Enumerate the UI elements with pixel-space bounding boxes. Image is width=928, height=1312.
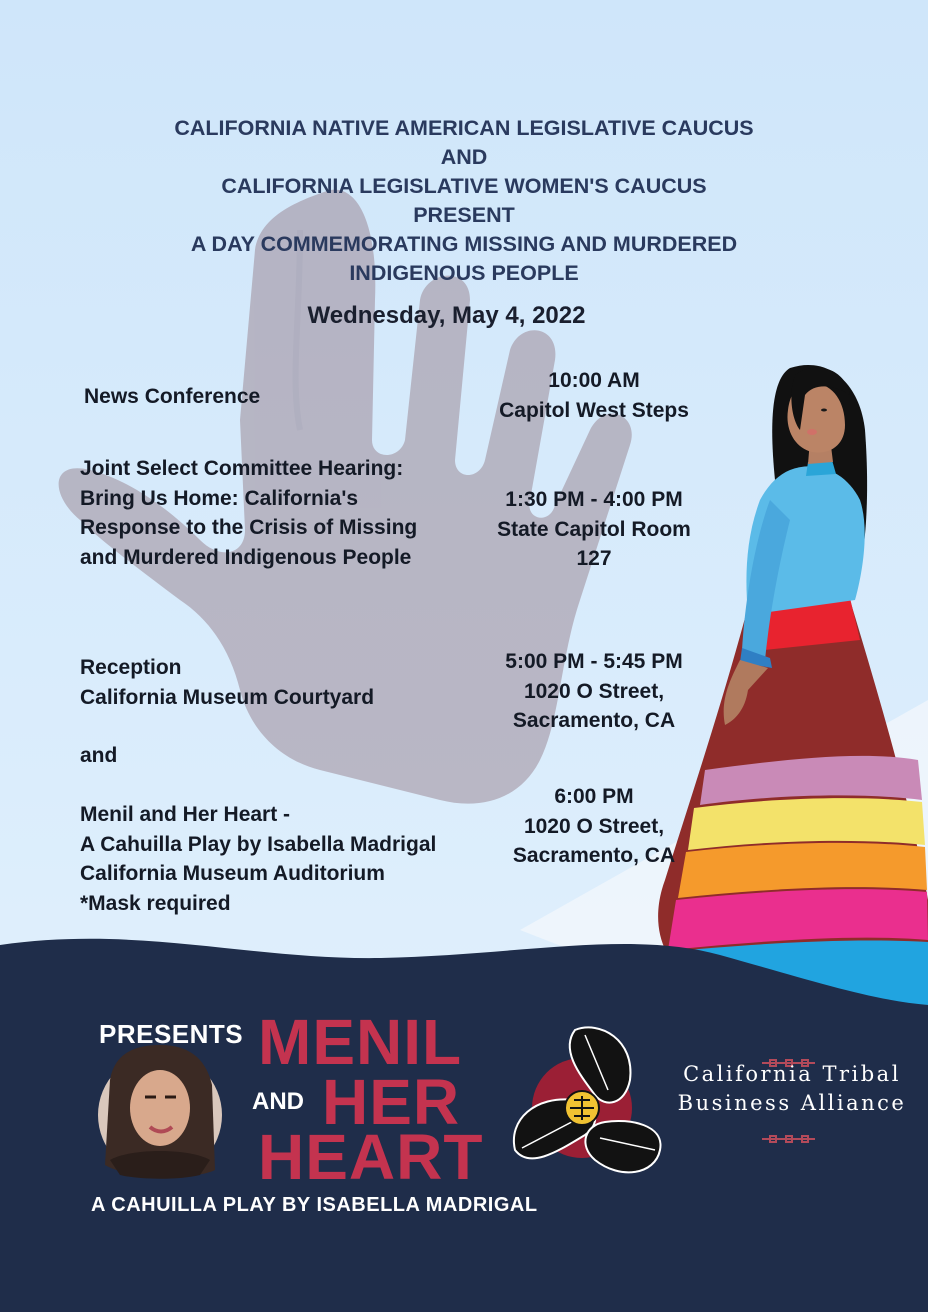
title-her: HER <box>322 1066 461 1138</box>
title-heart: HEART <box>258 1121 484 1193</box>
and-connector: and <box>80 744 118 767</box>
play-description <box>80 800 436 918</box>
news-conference-title: News Conference <box>84 385 261 408</box>
header-line: AND <box>440 145 488 169</box>
alliance-line: Business Alliance <box>677 1091 907 1115</box>
hearing-line: Joint Select Committee Hearing: <box>80 457 404 480</box>
play-schedule <box>470 782 718 871</box>
hearing-time: 1:30 PM - 4:00 PM <box>505 488 683 511</box>
play-line: *Mask required <box>80 891 231 915</box>
play-line: A Cahuilla Play by Isabella Madrigal <box>80 832 437 856</box>
reception-venue: California Museum Courtyard <box>80 685 375 709</box>
hearing-line: and Murdered Indigenous People <box>80 545 412 569</box>
play-line: Menil and Her Heart - <box>80 803 291 826</box>
alliance-name <box>660 1060 924 1118</box>
news-conference-schedule <box>470 366 718 425</box>
reception-address: 1020 O Street, <box>523 679 665 703</box>
alliance-line: California Tribal <box>683 1062 901 1086</box>
title-menil: MENIL <box>258 1006 463 1078</box>
hearing-schedule <box>470 485 718 574</box>
actress-photo <box>98 1045 222 1179</box>
hearing-line: Bring Us Home: California's <box>80 486 359 510</box>
play-address: 1020 O Street, <box>523 814 665 838</box>
play-line: California Museum Auditorium <box>80 862 385 885</box>
hearing-room: 127 <box>576 547 612 570</box>
reception-title: Reception <box>80 656 182 679</box>
reception-city: Sacramento, CA <box>512 709 676 732</box>
header-line: A DAY COMMEMORATING MISSING AND MURDERED <box>190 232 738 256</box>
header-line: INDIGENOUS PEOPLE <box>349 261 579 285</box>
header-line: CALIFORNIA LEGISLATIVE WOMEN'S CAUCUS <box>221 174 707 198</box>
hearing-line: Response to the Crisis of Missing <box>80 516 418 539</box>
news-time: 10:00 AM <box>548 369 640 392</box>
presents-label: PRESENTS <box>99 1019 244 1049</box>
header-line: CALIFORNIA NATIVE AMERICAN LEGISLATIVE CAUCUS <box>174 116 754 140</box>
title-and: AND <box>252 1088 304 1115</box>
reception-description <box>80 653 374 712</box>
hearing-place: State Capitol Room <box>497 517 691 541</box>
reception-schedule <box>470 647 718 736</box>
event-header <box>0 114 928 288</box>
reception-time: 5:00 PM - 5:45 PM <box>505 650 683 673</box>
event-date: Wednesday, May 4, 2022 <box>307 302 586 329</box>
news-place: Capitol West Steps <box>499 398 689 422</box>
play-subtitle: A CAHUILLA PLAY BY ISABELLA MADRIGAL <box>91 1194 538 1216</box>
hearing-description <box>80 454 417 572</box>
header-line: PRESENT <box>413 203 515 227</box>
play-time: 6:00 PM <box>554 785 634 808</box>
play-city: Sacramento, CA <box>512 844 676 867</box>
